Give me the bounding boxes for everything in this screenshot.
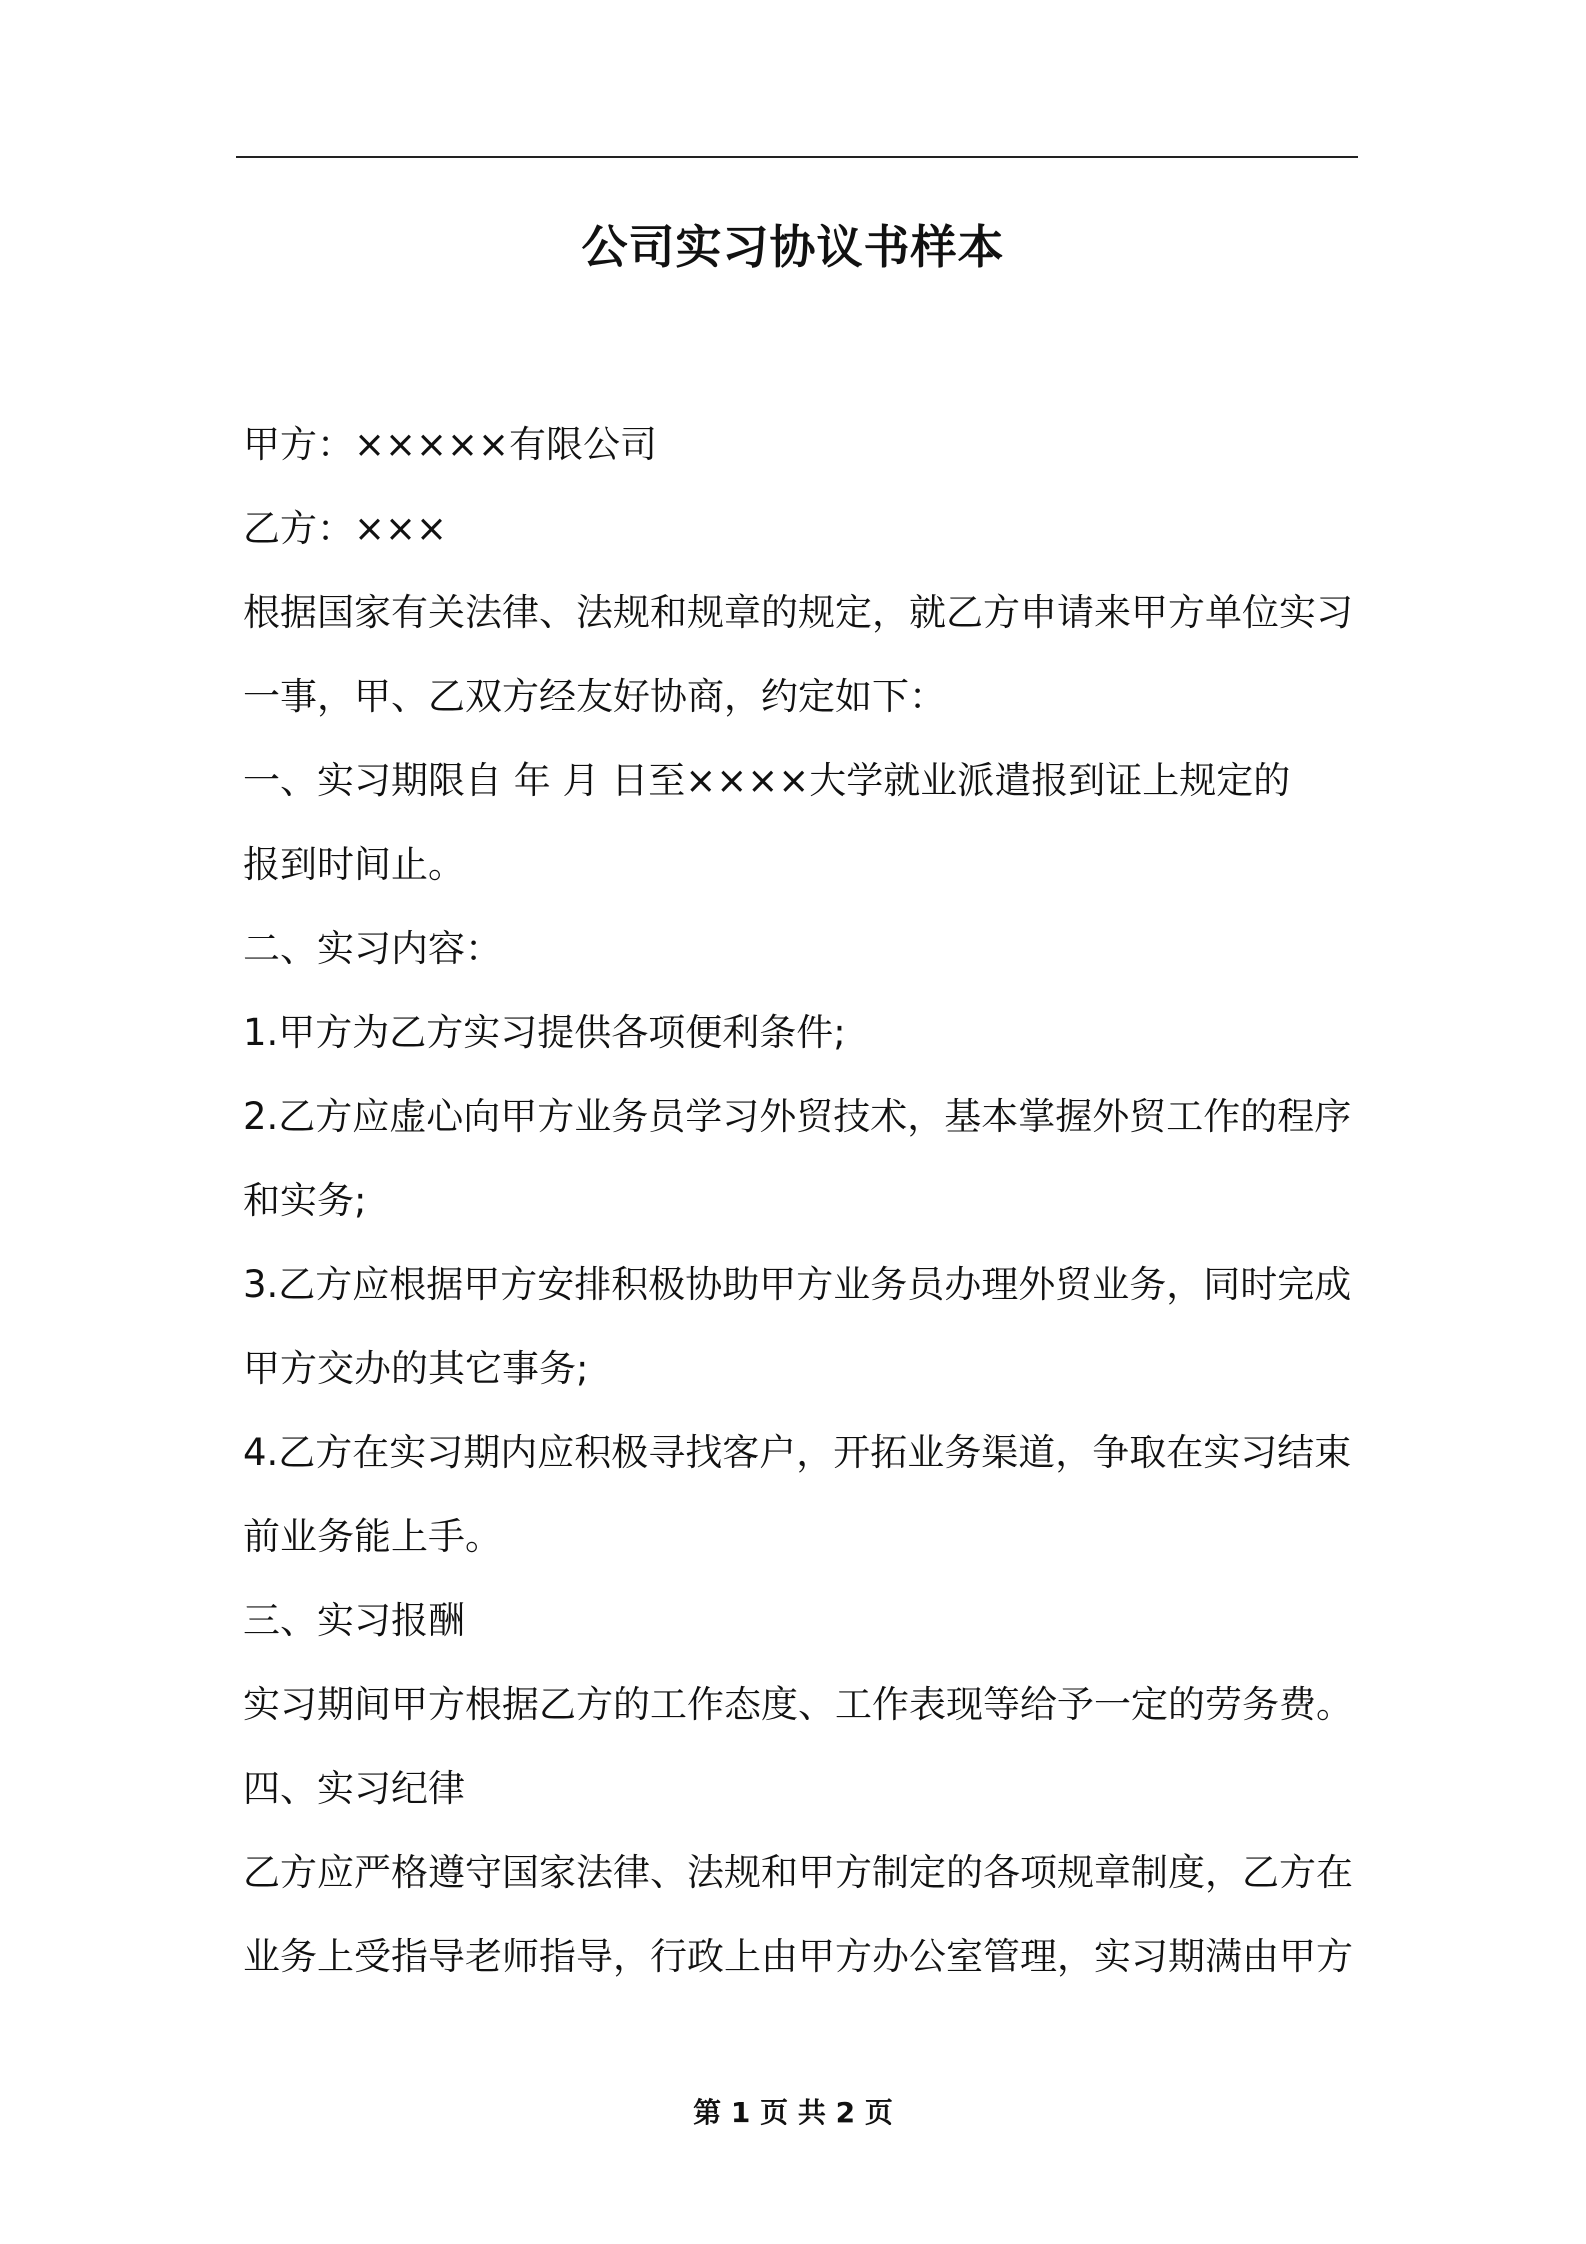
section-3-line-1: 实习期间甲方根据乙方的工作态度、工作表现等给予一定的劳务费。 bbox=[243, 1683, 1353, 1726]
party-b-line: 乙方：××× bbox=[243, 507, 448, 550]
item-4-line-1: 4.乙方在实习期内应积极寻找客户，开拓业务渠道，争取在实习结束 bbox=[243, 1431, 1352, 1474]
preamble-line-1: 根据国家有关法律、法规和规章的规定，就乙方申请来甲方单位实习 bbox=[243, 591, 1353, 634]
document-body bbox=[243, 403, 1358, 1999]
item-4-line-2: 前业务能上手。 bbox=[243, 1515, 502, 1558]
section-1-line-1: 一、实习期限自 年 月 日至××××大学就业派遣报到证上规定的 bbox=[243, 759, 1291, 802]
section-3-heading: 三、实习报酬 bbox=[243, 1599, 465, 1642]
party-a-line: 甲方：×××××有限公司 bbox=[243, 423, 658, 466]
item-3-line-1: 3.乙方应根据甲方安排积极协助甲方业务员办理外贸业务，同时完成 bbox=[243, 1263, 1352, 1306]
section-4-heading: 四、实习纪律 bbox=[243, 1767, 465, 1810]
header-rule bbox=[236, 156, 1358, 158]
item-3-line-2: 甲方交办的其它事务; bbox=[243, 1347, 589, 1390]
page-number-footer: 第 1 页 共 2 页 bbox=[693, 2096, 893, 2129]
section-4-line-1: 乙方应严格遵守国家法律、法规和甲方制定的各项规章制度，乙方在 bbox=[243, 1851, 1353, 1894]
item-2-line-1: 2.乙方应虚心向甲方业务员学习外贸技术，基本掌握外贸工作的程序 bbox=[243, 1095, 1352, 1138]
item-1-line-1: 1.甲方为乙方实习提供各项便利条件; bbox=[243, 1011, 846, 1054]
section-4-line-2: 业务上受指导老师指导，行政上由甲方办公室管理，实习期满由甲方 bbox=[243, 1935, 1353, 1978]
item-2-line-2: 和实务; bbox=[243, 1179, 367, 1222]
document-title: 公司实习协议书样本 bbox=[581, 220, 1005, 274]
preamble-line-2: 一事，甲、乙双方经友好协商，约定如下： bbox=[243, 675, 946, 718]
section-1-line-2: 报到时间止。 bbox=[243, 843, 465, 886]
section-2-heading: 二、实习内容： bbox=[243, 927, 502, 970]
